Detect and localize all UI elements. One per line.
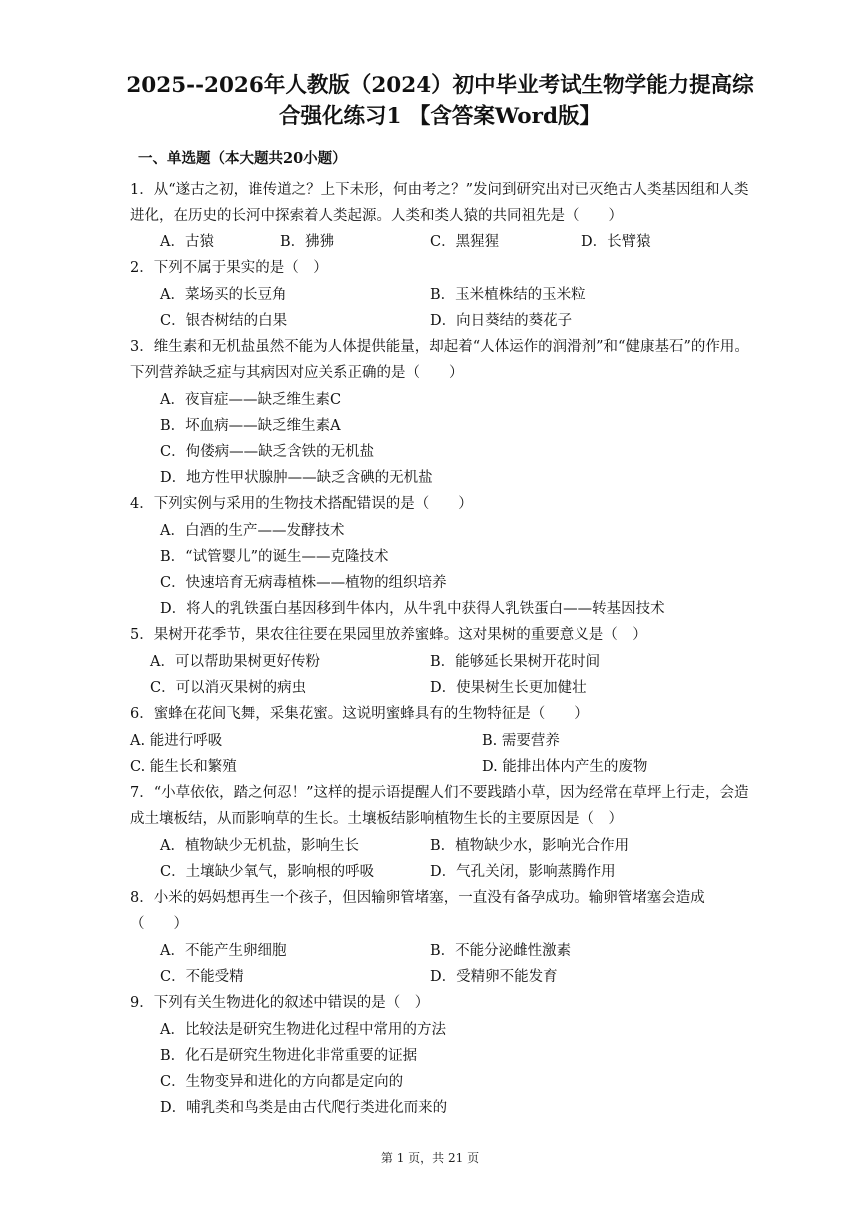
- question-9-option-b: B．化石是研究生物进化非常重要的证据: [160, 1048, 418, 1064]
- question-3-option-b: B．坏血病——缺乏维生素A: [160, 418, 341, 434]
- question-4-option-c: C．快速培育无病毒植株——植物的组织培养: [160, 575, 447, 591]
- section-heading: 一、单选题（本大题共20小题）: [138, 150, 347, 167]
- question-3-option-d: D．地方性甲状腺肿——缺乏含碘的无机盐: [160, 470, 433, 486]
- question-9-option-d: D．哺乳类和鸟类是由古代爬行类进化而来的: [160, 1100, 448, 1116]
- document-title: [100, 70, 780, 132]
- question-6-option-b: B. 需要营养: [482, 733, 560, 749]
- title-line-2: 合强化练习1 【含答案Word版】: [278, 104, 602, 129]
- question-5-stem: 5．果树开花季节，果农往往要在果园里放养蜜蜂。这对果树的重要意义是（ ）: [130, 627, 647, 643]
- question-2-option-b: B．玉米植株结的玉米粒: [430, 287, 586, 303]
- question-4-option-a: A．白酒的生产——发酵技术: [160, 523, 345, 539]
- question-5-option-c: C．可以消灭果树的病虫: [150, 680, 307, 696]
- question-6-option-c: C. 能生长和繁殖: [130, 759, 237, 775]
- question-3-option-c: C．佝偻病——缺乏含铁的无机盐: [160, 444, 375, 460]
- question-9-stem: 9．下列有关生物进化的叙述中错误的是（ ）: [130, 995, 430, 1011]
- question-1-stem-line-2: 进化，在历史的长河中探索着人类起源。人类和类人猿的共同祖先是（ ）: [130, 208, 623, 224]
- question-1-option-b: B．狒狒: [280, 234, 335, 250]
- question-6-stem: 6．蜜蜂在花间飞舞，采集花蜜。这说明蜜蜂具有的生物特征是（ ）: [130, 706, 589, 722]
- question-2-option-d: D．向日葵结的葵花子: [430, 313, 573, 329]
- question-8-option-d: D．受精卵不能发育: [430, 969, 558, 985]
- question-2-option-c: C．银杏树结的白果: [160, 313, 288, 329]
- page-footer: 第 1 页，共 21 页: [380, 1151, 480, 1165]
- question-3-stem-line-2: 下列营养缺乏症与其病因对应关系正确的是（ ）: [130, 365, 464, 381]
- question-4-stem: 4．下列实例与采用的生物技术搭配错误的是（ ）: [130, 496, 473, 512]
- question-1-option-c: C．黑猩猩: [430, 234, 500, 250]
- question-6-option-d: D. 能排出体内产生的废物: [482, 759, 648, 775]
- question-3-option-a: A．夜盲症——缺乏维生素C: [160, 392, 342, 408]
- question-8-option-a: A．不能产生卵细胞: [160, 943, 287, 959]
- question-1-option-d: D．长臂猿: [581, 234, 651, 250]
- question-4-option-d: D．将人的乳铁蛋白基因移到牛体内，从牛乳中获得人乳铁蛋白——转基因技术: [160, 601, 665, 617]
- question-2-option-a: A．菜场买的长豆角: [160, 287, 287, 303]
- question-7-stem-line-2: 成土壤板结，从而影响草的生长。土壤板结影响植物生长的主要原因是（ ）: [130, 811, 623, 827]
- question-4-option-b: B．“试管婴儿”的诞生——克隆技术: [160, 549, 389, 565]
- question-8-option-c: C．不能受精: [160, 969, 244, 985]
- question-2-stem: 2．下列不属于果实的是（ ）: [130, 260, 328, 276]
- question-3-stem-line-1: 3．维生素和无机盐虽然不能为人体提供能量，却起着“人体运作的润滑剂”和“健康基石”的作用。: [130, 339, 749, 355]
- question-1-stem-line-1: 1．从“遂古之初，谁传道之？上下未形，何由考之？”发问到研究出对已灭绝古人类基因组和人类: [130, 182, 749, 198]
- question-5-option-b: B．能够延长果树开花时间: [430, 654, 601, 670]
- question-7-option-a: A．植物缺少无机盐，影响生长: [160, 838, 359, 854]
- question-1-option-a: A．古猿: [160, 234, 214, 250]
- question-6-option-a: A. 能进行呼吸: [130, 733, 223, 749]
- question-8-option-b: B．不能分泌雌性激素: [430, 943, 572, 959]
- question-5-option-a: A．可以帮助果树更好传粉: [150, 654, 320, 670]
- question-7-option-c: C．土壤缺少氧气，影响根的呼吸: [160, 864, 375, 880]
- question-5-option-d: D．使果树生长更加健壮: [430, 680, 587, 696]
- question-9-option-c: C．生物变异和进化的方向都是定向的: [160, 1074, 404, 1090]
- title-line-1: 2025--2026年人教版（2024）初中毕业考试生物学能力提高综: [126, 73, 754, 98]
- question-7-stem-line-1: 7．“小草依依，踏之何忍！”这样的提示语提醒人们不要践踏小草，因为经常在草坪上行走，会造: [130, 785, 749, 801]
- question-8-stem-line-2: （ ）: [130, 916, 188, 932]
- question-9-option-a: A．比较法是研究生物进化过程中常用的方法: [160, 1022, 446, 1038]
- question-7-option-b: B．植物缺少水，影响光合作用: [430, 838, 630, 854]
- question-7-option-d: D．气孔关闭，影响蒸腾作用: [430, 864, 616, 880]
- question-8-stem-line-1: 8．小米的妈妈想再生一个孩子，但因输卵管堵塞，一直没有备孕成功。输卵管堵塞会造成: [130, 890, 705, 906]
